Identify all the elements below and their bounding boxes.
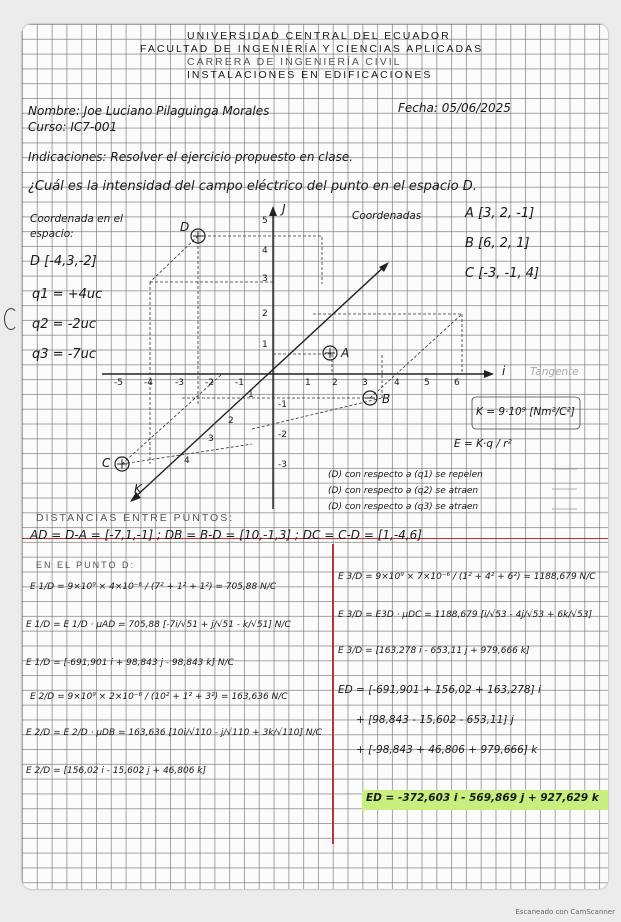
z-tick-4: 4 (184, 456, 190, 466)
relation-q3: (D) con respecto a (q3) se atraen (328, 502, 479, 512)
x-axis-arrow (484, 370, 494, 378)
x-tick-2: 2 (332, 378, 338, 388)
y-axis-arrow (269, 206, 277, 216)
x-tick-1: 1 (305, 378, 311, 388)
charge-q3: q3 = -7uc (32, 347, 97, 362)
e1-magnitude: E 1/D = 9×10⁹ × 4×10⁻⁶ / (7² + 1² + 1²) = 705,88 N/C (30, 582, 277, 592)
dashed-line-d-top (198, 236, 322, 284)
coordenadas-title: Coordenadas (352, 210, 422, 222)
distances-line: AD = D-A = [-7,1,-1] ; DB = B-D = [10,-1,3] ; DC = C-D = [1,-4,6] (30, 528, 422, 542)
z-tick-1: 1 (248, 390, 254, 400)
left-calc-title: EN EL PUNTO D: (36, 560, 136, 570)
faculty-title: FACULTAD DE INGENIERÍA Y CIENCIAS APLICADAS (140, 43, 484, 55)
charge-q2: q2 = -2uc (32, 317, 97, 332)
z-tick-3: 3 (208, 434, 214, 444)
coord-a: A [3, 2, -1] (465, 206, 535, 221)
course-title: INSTALACIONES EN EDIFICACIONES (187, 69, 433, 81)
e1-result: E 1/D = [-691,901 i + 98,843 j - 98,843 k] N/C (26, 658, 234, 668)
y-tick-neg2: -2 (278, 430, 287, 440)
graph-paper-sheet (22, 24, 608, 889)
y-tick-5: 5 (262, 216, 268, 226)
z-axis (132, 264, 387, 500)
z-tick-2: 2 (228, 416, 234, 426)
x-tick-neg1: -1 (235, 378, 244, 388)
e2-result: E 2/D = [156,02 i - 15,602 j + 46,806 k] (26, 766, 207, 776)
k-constant: K = 9·10⁹ [Nm²/C²] (476, 406, 575, 418)
university-title: UNIVERSIDAD CENTRAL DEL ECUADOR (187, 30, 451, 42)
axis-j-label: J (282, 202, 286, 216)
x-tick-neg2: -2 (205, 378, 214, 388)
binder-hole (4, 308, 18, 330)
axis-k-label: K (134, 482, 142, 496)
relation-arrows (552, 469, 577, 509)
coords-label-2: espacio: (30, 228, 74, 240)
label-c: C (102, 456, 111, 470)
x-tick-5: 5 (424, 378, 430, 388)
point-d: D [-4,3,-2] (30, 254, 97, 269)
relation-q2: (D) con respecto a (q2) se atraen (328, 486, 479, 496)
scanner-footer: Escaneado con CamScanner (515, 908, 615, 916)
label-d: D (180, 220, 190, 234)
x-tick-neg4: -4 (144, 378, 153, 388)
x-tick-neg5: -5 (114, 378, 123, 388)
coord-b: B [6, 2, 1] (465, 236, 530, 251)
ed-line-1: ED = [-691,901 + 156,02 + 163,278] i (338, 684, 541, 696)
e2-magnitude: E 2/D = 9×10⁹ × 2×10⁻⁶ / (10² + 1² + 3²) = 163,636 N/C (30, 692, 288, 702)
coord-c: C [-3, -1, 4] (465, 266, 540, 281)
margin-red-line (332, 544, 334, 844)
student-course: Curso: IC7-001 (28, 120, 118, 134)
e1-vector: E 1/D = E 1/D · μAD = 705,88 [-7i/√51 + j/√51 - k/√51] N/C (26, 620, 291, 630)
coords-label-1: Coordenada en el (30, 213, 123, 225)
e3-result: E 3/D = [163,278 i - 653,11 j + 979,666 k] (338, 646, 530, 656)
ed-line-2: + [98,843 - 15,602 - 653,11] j (356, 714, 514, 726)
career-title: CARRERA DE INGENIERÍA CIVIL (187, 56, 402, 68)
y-tick-neg1: -1 (278, 400, 287, 410)
date: Fecha: 05/06/2025 (398, 101, 511, 115)
instructions: Indicaciones: Resolver el ejercicio propuesto en clase. (28, 150, 354, 164)
dashed-line-d-diag (150, 236, 198, 282)
y-tick-3: 3 (262, 274, 268, 284)
question: ¿Cuál es la intensidad del campo eléctrico del punto en el espacio D. (28, 179, 477, 194)
y-tick-4: 4 (262, 246, 268, 256)
x-tick-3: 3 (362, 378, 368, 388)
ed-line-3: + [-98,843 + 46,806 + 979,666] k (356, 744, 538, 756)
y-tick-neg3: -3 (278, 460, 287, 470)
x-tick-neg3: -3 (175, 378, 184, 388)
x-tick-6: 6 (454, 378, 460, 388)
distances-title: DISTANCIAS ENTRE PUNTOS: (36, 512, 235, 524)
y-tick-1: 1 (262, 340, 268, 350)
relation-q1: (D) con respecto a (q1) se repelen (328, 470, 483, 480)
coordinate-graph (22, 24, 608, 524)
field-formula: E = K·q / r² (454, 438, 512, 450)
tangent-note: Tangente (530, 366, 579, 378)
y-tick-2: 2 (262, 309, 268, 319)
e3-vector: E 3/D = E3D · μDC = 1188,679 [i/√53 - 4j/√53 + 6k/√53] (338, 610, 593, 620)
student-name: Nombre: Joe Luciano Pilaguinga Morales (28, 104, 270, 118)
x-tick-4: 4 (394, 378, 400, 388)
ed-result: ED = -372,603 i - 569,869 j + 927,629 k (366, 792, 599, 804)
charge-q1: q1 = +4uc (32, 287, 103, 302)
label-a: A (341, 346, 350, 360)
label-b: B (382, 392, 391, 406)
e3-magnitude: E 3/D = 9×10⁹ × 7×10⁻⁶ / (1² + 4² + 6²) = 1188,679 N/C (338, 572, 596, 582)
e2-vector: E 2/D = E 2/D · μDB = 163,636 [10i/√110 - j/√110 + 3k/√110] N/C (26, 728, 322, 738)
axis-i-label: i (502, 364, 506, 378)
